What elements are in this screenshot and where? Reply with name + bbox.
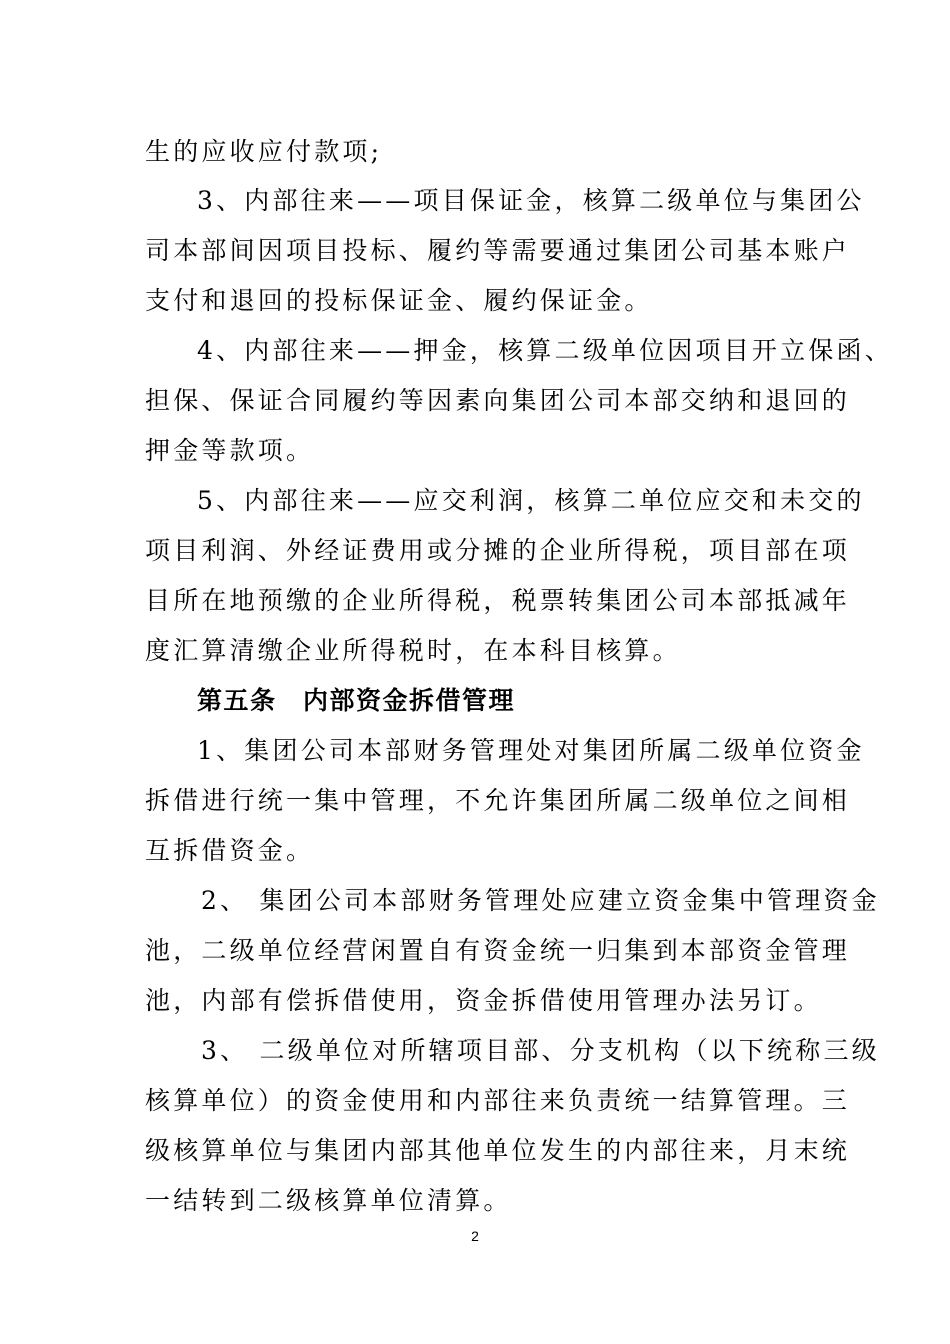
text-line-8: 5、内部往来——应交利润，核算二单位应交和未交的	[197, 486, 865, 515]
text-line-19: 3、 二级单位对所辖项目部、分支机构（以下统称三级	[201, 1036, 880, 1065]
text-line-5: 4、内部往来——押金，核算二级单位因项目开立保函、	[197, 336, 893, 365]
text-line-15: 互拆借资金。	[145, 836, 315, 865]
text-line-4: 支付和退回的投标保证金、履约保证金。	[145, 286, 653, 315]
text-line-2: 3、内部往来——项目保证金，核算二级单位与集团公	[197, 186, 865, 215]
text-line-20: 核算单位）的资金使用和内部往来负责统一结算管理。三	[145, 1086, 851, 1115]
section-heading: 第五条 内部资金拆借管理	[197, 686, 516, 715]
text-line-1: 生的应收应付款项;	[145, 137, 383, 166]
text-line-17: 池，二级单位经营闲置自有资金统一归集到本部资金管理	[145, 936, 851, 965]
text-line-6: 担保、保证合同履约等因素向集团公司本部交纳和退回的	[145, 386, 851, 415]
text-line-7: 押金等款项。	[145, 436, 315, 465]
text-line-11: 度汇算清缴企业所得税时，在本科目核算。	[145, 636, 681, 665]
text-line-3: 司本部间因项目投标、履约等需要通过集团公司基本账户	[145, 236, 851, 265]
text-line-22: 一结转到二级核算单位清算。	[145, 1186, 512, 1215]
page-number: 2	[471, 1228, 479, 1244]
text-line-10: 目所在地预缴的企业所得税，税票转集团公司本部抵减年	[145, 586, 851, 615]
text-line-9: 项目利润、外经证费用或分摊的企业所得税，项目部在项	[145, 536, 851, 565]
text-line-21: 级核算单位与集团内部其他单位发生的内部往来，月末统	[145, 1136, 851, 1165]
text-line-14: 拆借进行统一集中管理，不允许集团所属二级单位之间相	[145, 786, 851, 815]
text-line-16: 2、 集团公司本部财务管理处应建立资金集中管理资金	[201, 886, 880, 915]
text-line-13: 1、集团公司本部财务管理处对集团所属二级单位资金	[197, 736, 865, 765]
text-line-18: 池，内部有偿拆借使用，资金拆借使用管理办法另订。	[145, 986, 822, 1015]
